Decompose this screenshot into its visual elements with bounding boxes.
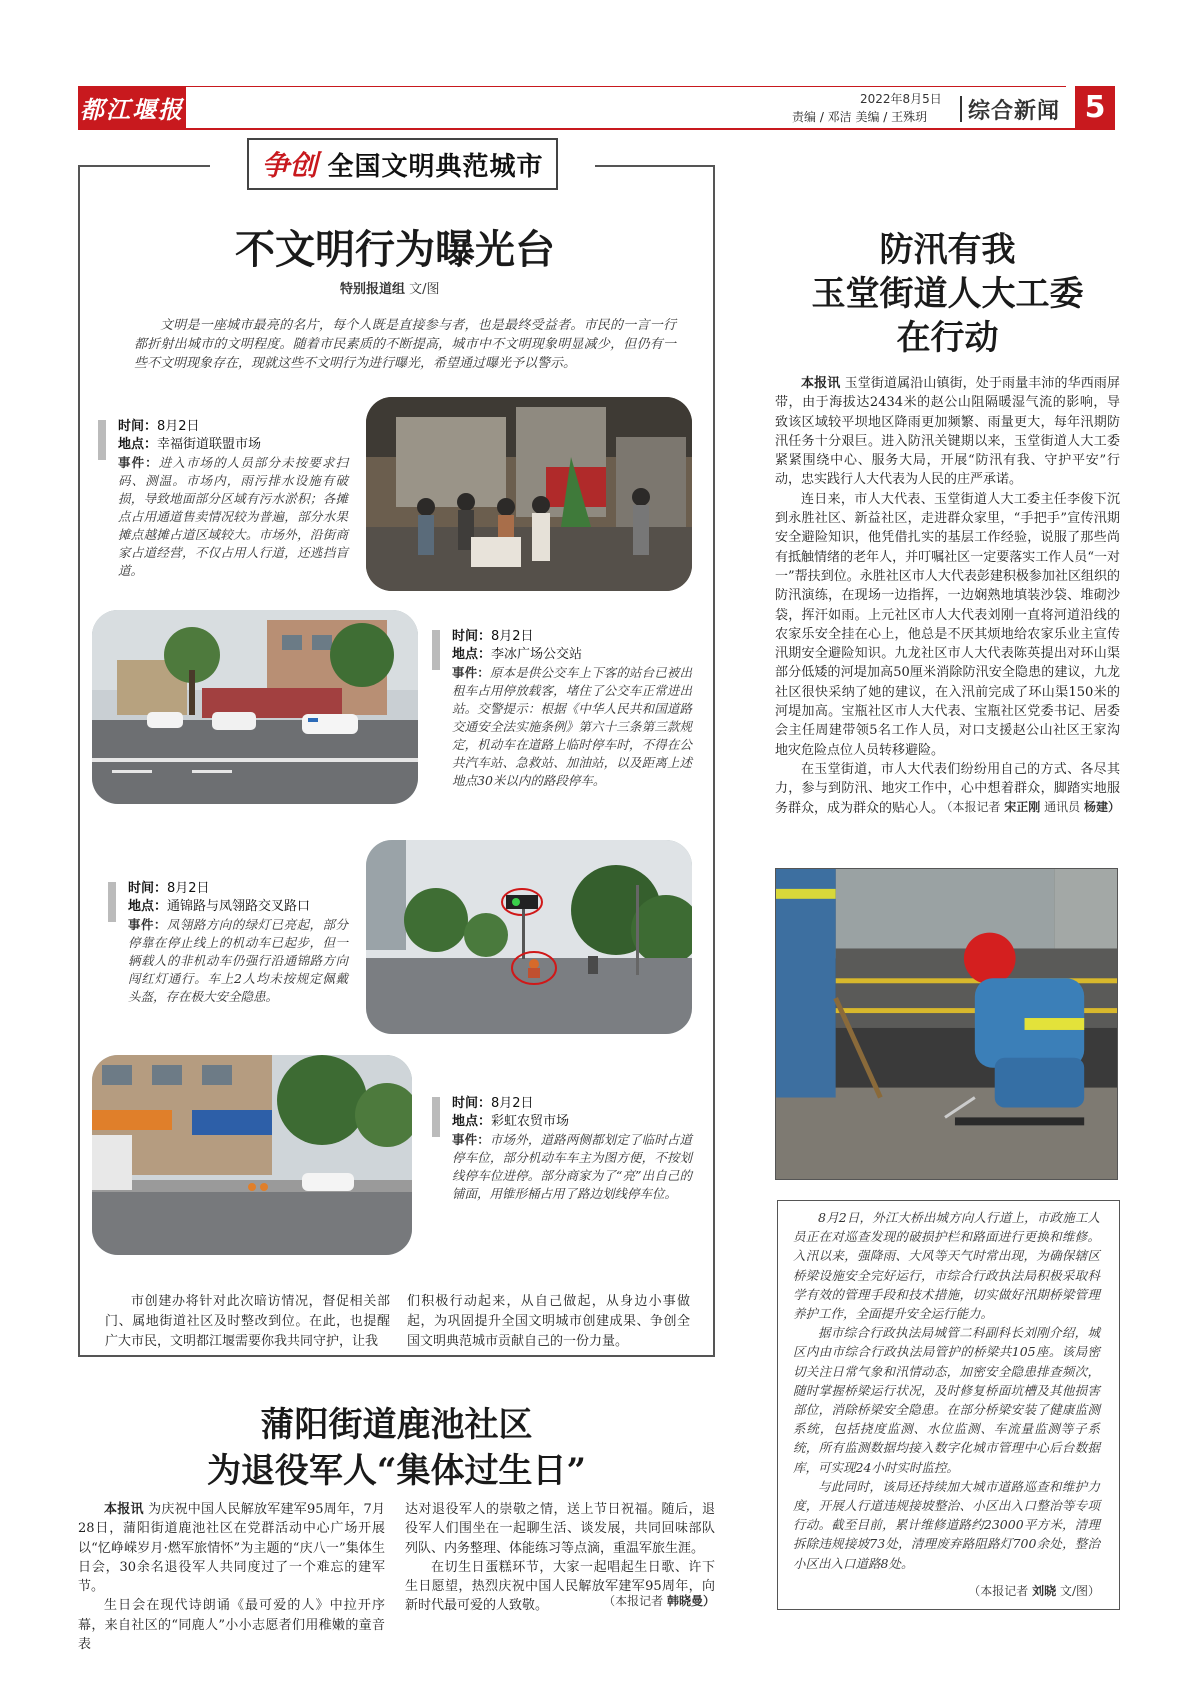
- exposure-item-1: [118, 418, 348, 580]
- item-place: 彩虹农贸市场: [491, 1114, 570, 1129]
- article1-lead: 文明是一座城市最亮的名片，每个人既是直接参与者，也是最终受益者。市民的一言一行都折射出城市的文明程度。随着市民素质的不断提高，城市中不文明现象明显减少，但仍有一些不文明现象存在，现就这些不文明行为进行曝光，希望通过曝光予以警示。: [134, 318, 676, 371]
- article2-para2: 连日来，市人大代表、玉堂街道人大工委主任李俊下沉到永胜社区、新益社区，走进群众家里，“手把手”宣传汛期安全避险知识，他凭借扎实的基层工作经验，说服了那些尚有抵触情绪的老年人，并叮嘱社区一定要落实工作人员“一对一”帮扶到位。永胜社区市人大代表彭建积极参加社区组织的防汛演练，在现场一边指挥，一边娴熟地填装沙袋、堆砌沙袋，挥汗如雨。上元社区市人大代表刘刚一直将河道沿线的农家乐安全挂在心上，他总是不厌其烦地给农家乐业主宣传汛期安全避险知识。九龙社区市人大代表陈英提出对环山渠部分低矮的河堤加高50厘米消除防汛安全隐患的建议，九龙社区很快采纳了她的建议，在入汛前完成了环山渠150米的河堤加高。宝瓶社区市人大代表、宝瓶社区党委书记、居委会主任周建带领5名工作人员，对口支援赵公山社区王家沟地灾危险点位人员转移避险。: [775, 491, 1120, 758]
- credit-mid: 通讯员: [1044, 800, 1081, 814]
- article1-closing-left: 市创建办将针对此次暗访情况，督促相关部门、属地街道社区及时整改到位。在此，也提醒广大市民，文明都江堰需要你我共同守护，让我: [105, 1294, 390, 1349]
- time-label: 时间：: [452, 1096, 492, 1111]
- banner-zheng-label: 争创: [261, 149, 318, 182]
- time-label: 时间：: [128, 881, 168, 896]
- news-tag: 本报讯: [104, 1502, 144, 1517]
- article2-title-line3: 在行动: [896, 318, 999, 358]
- item-marker: [432, 630, 440, 670]
- article4-para1: 8月2日，外江大桥出城方向人行道上，市政施工人员正在对巡查发现的破损护栏和路面进行更换和维修。入汛以来，强降雨、大风等天气时常出现，为确保辖区桥梁设施安全完好运行，市综合行政执法局积极采取科学有效的管理手段和技术措施，切实做好汛期桥梁管理养护工作，全面提升安全运行能力。: [793, 1210, 1100, 1322]
- credit-name: 宋正刚: [1004, 800, 1041, 814]
- article4-body: [793, 1208, 1100, 1573]
- item-time: 8月2日: [167, 881, 210, 896]
- exposure-item-2: [452, 628, 692, 790]
- item-marker: [432, 1097, 440, 1137]
- exposure-item-3: [128, 880, 348, 1006]
- article3-para4: 在切生日蛋糕环节，大家一起唱起生日歌、许下生日愿望，热烈庆祝中国人民解放军建军95周年，向新时代最可爱的人致敬。: [405, 1559, 715, 1614]
- place-label: 地点：: [452, 1114, 492, 1129]
- item-event: 原本是供公交车上下客的站台已被出租车占用停放载客，堵住了公交车正常进出站。交警提示：根据《中华人民共和国道路交通安全法实施条例》第六十三条第三款规定，机动车在道路上临时停车时，不得在公共汽车站、急救站、加油站，以及距离上述地点30米以内的路段停车。: [452, 665, 692, 788]
- campaign-banner: [210, 140, 595, 188]
- credit-name: 杨建）: [1083, 800, 1120, 814]
- article4-para2: 据市综合行政执法局城管二科副科长刘刚介绍，城区内由市综合行政执法局管护的桥梁共105座。该局密切关注日常气象和汛情动态，加密安全隐患排查频次，随时掌握桥梁运行状况，及时修复桥面坑槽及其他损害部位，消除桥梁安全隐患。在部分桥梁安装了健康监测系统，包括挠度监测、水位监测、车流量监测等子系统，所有监测数据均接入数字化城市管理中心后台数据库，可实现24小时实时监控。: [793, 1325, 1100, 1475]
- credit-prefix: （本报记者: [603, 1594, 664, 1608]
- item-place: 幸福街道联盟市场: [157, 437, 262, 452]
- credit-suffix: 文/图）: [1059, 1584, 1100, 1598]
- article3-para1: 为庆祝中国人民解放军建军95周年，7月28日，蒲阳街道鹿池社区在党群活动中心广场开展以“忆峥嵘岁月·燃军旅情怀”为主题的“庆八一”集体生日会，30余名退役军人共同度过了一个难忘的建军节。: [78, 1502, 385, 1595]
- article3-para2: 生日会在现代诗朗诵《最可爱的人》中拉开序幕，来自社区的“同鹿人”小小志愿者们用稚嫩的童音表: [78, 1598, 385, 1653]
- article2-credit: [775, 798, 1120, 815]
- section-name: 综合新闻: [968, 99, 1061, 124]
- masthead-divider: [960, 96, 962, 122]
- item-place: 李冰广场公交站: [491, 647, 583, 662]
- item-marker: [108, 882, 116, 922]
- article2-title: [775, 228, 1120, 360]
- banner-text: 全国文明典范城市: [327, 151, 544, 182]
- article2-para3: 在玉堂街道，市人大代表们纷纷用自己的方式、各尽其力，参与到防汛、地灾工作中，心中想着群众，脚踏实地服务群众，成为群众的贴心人。: [775, 761, 1120, 816]
- article2-para1: 玉堂街道属沿山镇街，处于雨量丰沛的华西雨屏带，由于海拔达2434米的赵公山阻隔暖湿气流的影响，导致该区域较平坝地区降雨更加频繁、雨量更大，每年汛期防汛任务十分艰巨。进入防汛关键期以来，玉堂街道人大工委紧紧围绕中心、服务大局，开展“防汛有我、守护平安”行动，忠实践行人大代表为人民的庄严承诺。: [775, 376, 1120, 488]
- photo-farmers-market: [92, 1055, 412, 1255]
- article3-para3: 达对退役军人的崇敬之情，送上节日祝福。随后，退役军人们围坐在一起聊生活、谈发展，共同回味部队列队、内务整理、体能练习等点滴，重温军旅生涯。: [405, 1502, 715, 1556]
- credit-name: 韩晓曼）: [666, 1594, 715, 1608]
- item-event: 市场外，道路两侧都划定了临时占道停车位，部分机动车车主为图方便，不按划线停车位进停。部分商家为了“亮”出自己的铺面，用锥形桶占用了路边划线停车位。: [452, 1132, 692, 1201]
- photo-intersection: [366, 840, 692, 1034]
- credit-name: 刘晓: [1032, 1584, 1057, 1598]
- article1-byline: [340, 278, 440, 297]
- item-marker: [98, 420, 106, 460]
- item-event: 进入市场的人员部分未按要求扫码、测温。市场内，雨污排水设施有破损，导致地面部分区域有污水淤积；各摊点占用通道售卖情况较为普遍，部分水果摊点越摊占道区域较大。市场外，沿街商家占道经营，不仅占用人行道，还逃挡盲道。: [118, 455, 348, 578]
- article1-title: 不文明行为曝光台: [235, 226, 555, 273]
- event-label: 事件：: [118, 455, 159, 470]
- article3-credit: [405, 1592, 715, 1609]
- time-label: 时间：: [118, 419, 158, 434]
- item-event: 凤翎路方向的绿灯已亮起，部分停靠在停止线上的机动车已起步，但一辆载人的非机动车仍强行沿通锦路方向闯红灯通行。车上2人均未按规定佩戴头盔，存在极大安全隐患。: [128, 917, 348, 1004]
- article3-body-left: [78, 1500, 385, 1654]
- place-label: 地点：: [118, 437, 158, 452]
- item-time: 8月2日: [157, 419, 200, 434]
- article2-body: [775, 374, 1120, 818]
- place-label: 地点：: [128, 899, 168, 914]
- article4-para3: 与此同时，该局还持续加大城市道路巡查和维护力度，开展人行道违规接坡整治、小区出入口整治等专项行动。截至目前，累计维修道路约23000平方米，清理拆除违规接坡73处，清理废弃路阻路灯700余处，整治小区出入口道路8处。: [793, 1478, 1100, 1571]
- time-label: 时间：: [452, 629, 492, 644]
- place-label: 地点：: [452, 647, 492, 662]
- news-tag: 本报讯: [801, 376, 841, 391]
- photo-road-repair: [775, 868, 1118, 1180]
- item-time: 8月2日: [491, 1096, 534, 1111]
- credit-prefix: （本报记者: [968, 1584, 1029, 1598]
- page-editors: 责编 / 邓洁 美编 / 王殊玥: [792, 110, 928, 124]
- page-number: 5: [1075, 86, 1115, 128]
- masthead-rule: [78, 128, 1115, 130]
- byline-suffix: 文/图: [409, 282, 440, 297]
- credit-prefix: （本报记者: [940, 800, 1001, 814]
- byline-name: 特别报道组: [340, 282, 406, 297]
- event-label: 事件：: [128, 917, 167, 932]
- article2-title-line1: 防汛有我: [879, 230, 1016, 270]
- issue-date: 2022年8月5日: [860, 92, 942, 106]
- article3-title: [78, 1402, 715, 1494]
- article1-closing-right: 们积极行动起来，从自己做起，从身边小事做起，为巩固提升全国文明城市创建成果、争创全国文明典范城市贡献自己的一份力量。: [407, 1294, 690, 1349]
- newspaper-logo: 都江堰报: [78, 86, 186, 128]
- item-time: 8月2日: [491, 629, 534, 644]
- photo-market: [366, 397, 692, 591]
- item-place: 通锦路与凤翎路交叉路口: [167, 899, 311, 914]
- exposure-item-4: [452, 1095, 692, 1203]
- article3-title-line2: 为退役军人“集体过生日”: [206, 1451, 587, 1491]
- article4-credit: [790, 1582, 1100, 1599]
- article2-title-line2: 玉堂街道人大工委: [811, 274, 1084, 314]
- event-label: 事件：: [452, 665, 490, 680]
- event-label: 事件：: [452, 1132, 490, 1147]
- article3-title-line1: 蒲阳街道鹿池社区: [260, 1405, 533, 1445]
- photo-bus-stop: [92, 610, 418, 804]
- masthead-top-rule: [186, 86, 1066, 87]
